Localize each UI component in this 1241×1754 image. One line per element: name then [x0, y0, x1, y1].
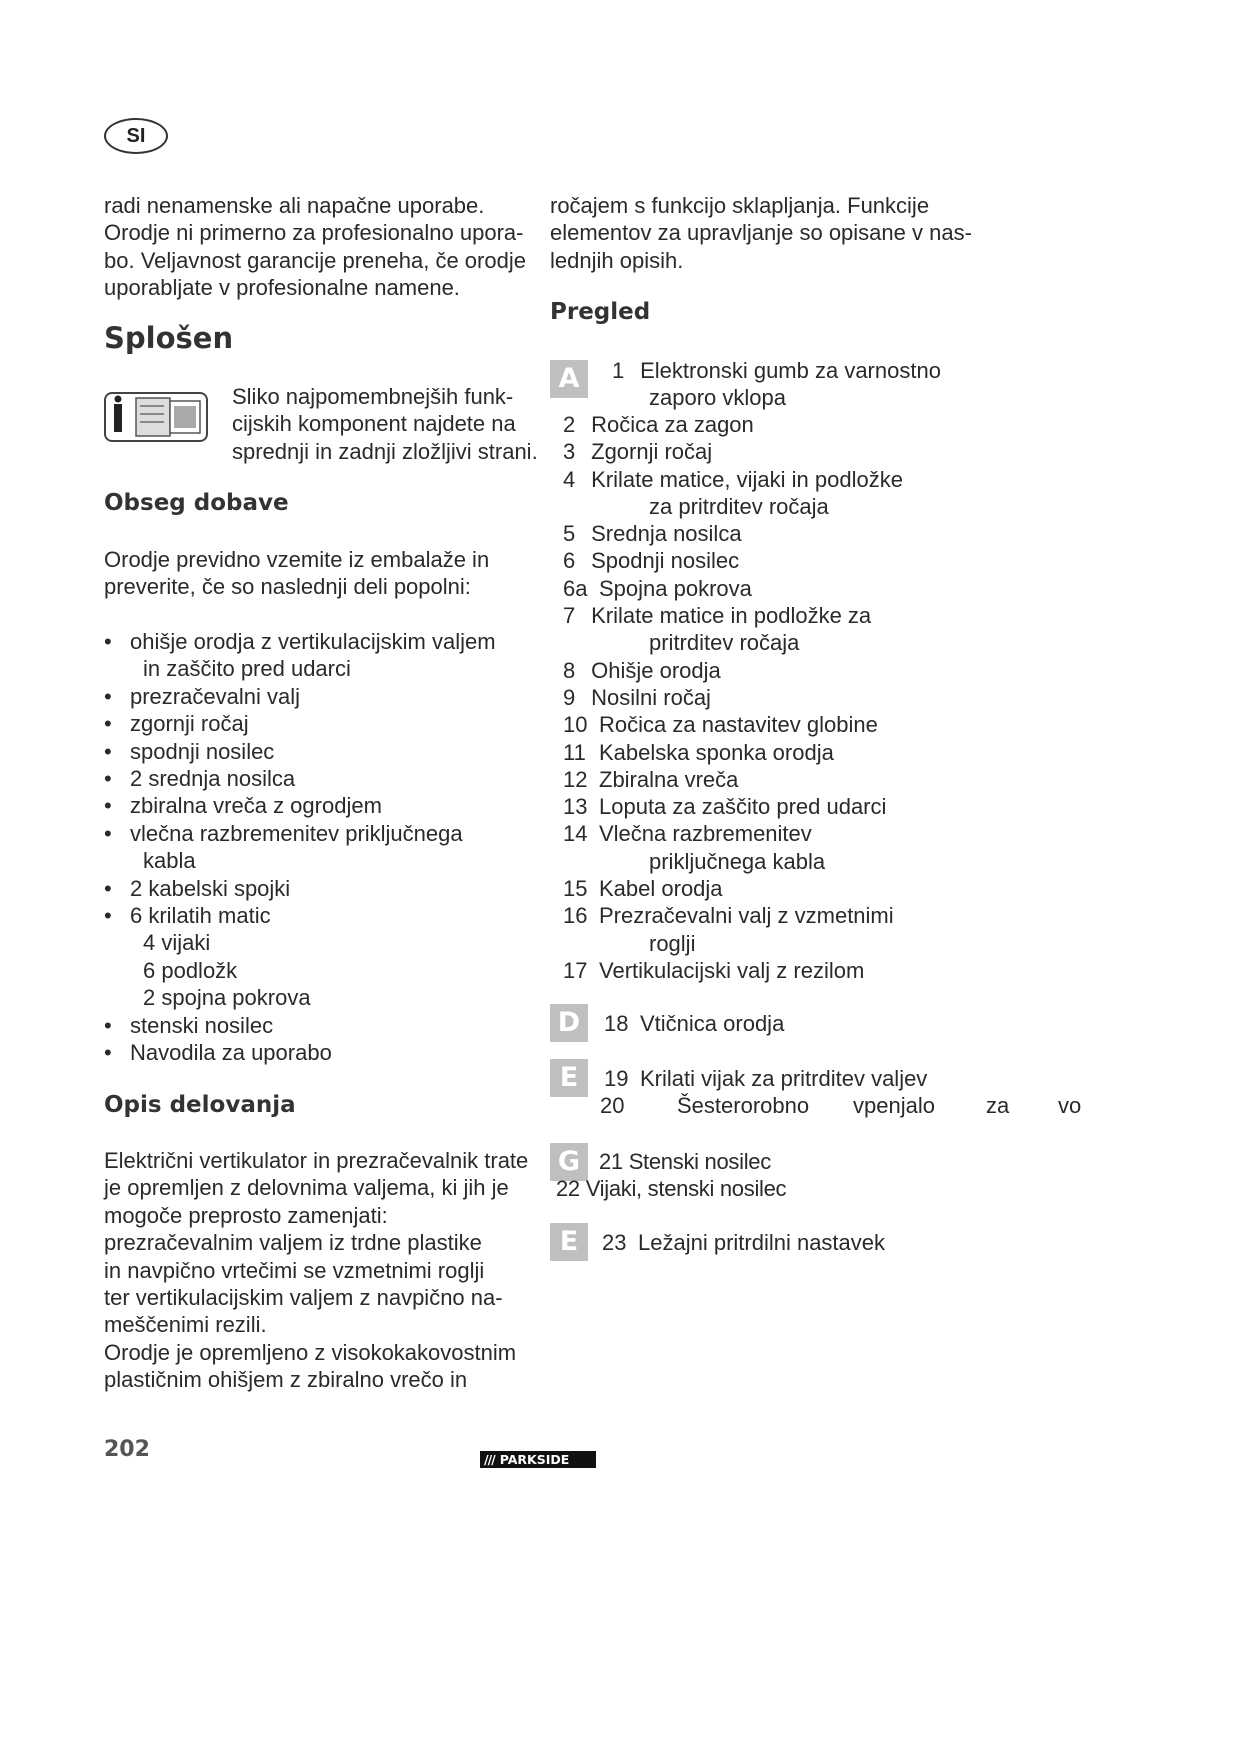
list-item: • vlečna razbremenitev priključnega	[104, 820, 524, 847]
brand-logo	[480, 1451, 596, 1468]
part-label: Kabel orodja	[599, 876, 723, 902]
text-line: Orodje previdno vzemite iz embalaže in	[104, 547, 490, 572]
section-heading-delivery: Obseg dobave	[104, 490, 289, 516]
part-number: 10	[563, 712, 588, 738]
section-heading-general: Splošen	[104, 321, 234, 355]
parts-list	[563, 411, 903, 984]
part-item	[599, 1148, 771, 1175]
part-label: Ročica za nastavitev globine	[599, 712, 878, 738]
part-label: Krilati vijak za pritrditev valjev	[640, 1066, 928, 1091]
text-line: mogoče preprosto zamenjati:	[104, 1202, 388, 1228]
part-label: Ležajni pritrdilni nastavek	[638, 1230, 886, 1255]
part-number: 17	[563, 957, 588, 983]
part-label: Krilate matice, vijaki in podložke	[591, 466, 903, 492]
part-item	[602, 1229, 885, 1256]
part-label: Zgornji ročaj	[591, 439, 713, 465]
part-number: 5	[563, 521, 576, 547]
text-line: elementov za upravljanje so opisane v nas-	[550, 220, 972, 246]
part-item	[604, 1065, 927, 1092]
part-item	[563, 602, 903, 629]
part-label: Zbiralna vreča	[599, 766, 739, 792]
part-item-continuation: roglji	[649, 930, 696, 956]
figure-badge-e-second: E	[550, 1223, 588, 1261]
list-item: • spodnji nosilec	[104, 738, 524, 765]
section-heading-function: Opis delovanja	[104, 1092, 296, 1118]
brand-name: PARKSIDE	[499, 1452, 570, 1467]
part-label: Srednja nosilca	[591, 521, 742, 547]
part-label: Vtičnica orodja	[640, 1011, 785, 1036]
part-number: 12	[563, 766, 588, 792]
part-item	[612, 357, 941, 384]
part-label-word: Šesterorobno	[677, 1093, 810, 1118]
country-code-badge: SI	[104, 118, 168, 154]
part-number: 4	[563, 466, 576, 492]
text-line: ročajem s funkcijo sklapljanja. Funkcije	[550, 193, 930, 218]
part-label: Krilate matice in podložke za	[591, 603, 872, 629]
info-book-icon	[104, 392, 208, 442]
intro-paragraph	[104, 192, 526, 302]
part-number: 8	[563, 657, 576, 683]
part-item	[563, 575, 903, 602]
list-item: • stenski nosilec	[104, 1012, 524, 1039]
list-subitem: 4 vijaki	[143, 930, 211, 956]
text-line: lednjih opisih.	[550, 247, 684, 273]
part-number: 6a	[563, 575, 588, 601]
text-line: plastičnim ohišjem z zbiralno vrečo in	[104, 1367, 468, 1393]
part-item	[563, 820, 903, 847]
part-number: 22	[556, 1176, 580, 1201]
text-line: uporabljate v profesionalne namene.	[104, 275, 460, 301]
function-paragraph	[104, 1147, 528, 1394]
list-item: • ohišje orodja z vertikulacijskim valjem	[104, 628, 524, 655]
text-line: sprednji in zadnji zložljivi strani.	[232, 438, 538, 464]
figure-badge-d: D	[550, 1004, 588, 1042]
part-label: Loputa za zaščito pred udarci	[599, 794, 887, 820]
list-subitem: 2 spojna pokrova	[143, 985, 311, 1011]
part-item-continuation: priključnega kabla	[649, 848, 826, 874]
part-item	[604, 1010, 784, 1037]
part-label: Ohišje orodja	[591, 657, 721, 683]
list-item-continuation: kabla	[143, 848, 196, 874]
info-paragraph	[232, 383, 538, 465]
part-label-word: vo	[1058, 1093, 1082, 1118]
text-line: bo. Veljavnost garancije preneha, če orodje	[104, 247, 526, 273]
part-label-word: vpenjalo	[853, 1093, 935, 1118]
part-label: Elektronski gumb za varnostno	[640, 358, 941, 383]
part-number: 2	[563, 412, 576, 437]
part-label: Stenski nosilec	[628, 1149, 771, 1174]
text-line: ter vertikulacijskim valjem z navpično na-	[104, 1285, 503, 1311]
right-intro-paragraph	[550, 192, 972, 274]
list-item: • prezračevalni valj	[104, 683, 524, 710]
part-number: 1	[612, 358, 625, 383]
part-label: Vlečna razbremenitev	[599, 821, 812, 847]
part-number: 13	[563, 794, 588, 820]
part-item	[563, 684, 903, 711]
text-line: je opremljen z delovnima valjema, ki jih je	[104, 1175, 509, 1201]
part-number: 3	[563, 439, 576, 465]
part-number: 14	[563, 821, 588, 847]
brand-slashes: ///	[484, 1452, 495, 1467]
list-item: • 2 srednja nosilca	[104, 765, 524, 792]
part-item	[563, 657, 903, 684]
text-line: Električni vertikulator in prezračevalnik trate	[104, 1148, 529, 1173]
text-line: radi nenamenske ali napačne uporabe.	[104, 193, 485, 218]
part-item	[563, 739, 903, 766]
part-number: 19	[604, 1066, 629, 1091]
part-label: Ročica za zagon	[591, 412, 754, 437]
text-line: Sliko najpomembnejših funk-	[232, 384, 514, 409]
list-item-continuation: in zaščito pred udarci	[143, 656, 351, 682]
text-line: Orodje je opremljeno z visokokakovostnim	[104, 1339, 517, 1365]
part-item	[563, 411, 903, 438]
part-item	[563, 957, 903, 984]
part-number: 18	[604, 1011, 629, 1036]
part-number: 20	[600, 1093, 625, 1118]
part-item	[563, 547, 903, 574]
part-label: Vertikulacijski valj z rezilom	[599, 957, 865, 983]
part-label-word: za	[986, 1093, 1010, 1118]
part-item	[563, 875, 903, 902]
part-item	[563, 766, 903, 793]
list-subitem: 6 podložk	[143, 957, 238, 983]
part-label: Nosilni ročaj	[591, 684, 711, 710]
text-line: meščenimi rezili.	[104, 1312, 267, 1338]
delivery-list	[104, 628, 524, 1067]
list-item: • 6 krilatih matic	[104, 902, 524, 929]
part-item-continuation: zaporo vklopa	[649, 385, 786, 410]
part-item	[563, 466, 903, 493]
part-item	[563, 438, 903, 465]
part-item-continuation: pritrditev ročaja	[649, 630, 800, 656]
list-item: • 2 kabelski spojki	[104, 875, 524, 902]
part-label: Spodnji nosilec	[591, 548, 740, 574]
list-item: • zgornji ročaj	[104, 710, 524, 737]
list-item: • Navodila za uporabo	[104, 1039, 524, 1066]
figure-badge-a: A	[550, 360, 588, 398]
part-label: Kabelska sponka orodja	[599, 739, 834, 765]
part-number: 21	[599, 1149, 623, 1174]
part-label: Prezračevalni valj z vzmetnimi	[599, 903, 894, 929]
part-number: 15	[563, 876, 588, 902]
text-line: Orodje ni primerno za profesionalno upora-	[104, 220, 524, 246]
part-number: 11	[563, 739, 586, 765]
text-line: prezračevalnim valjem iz trdne plastike	[104, 1230, 482, 1256]
part-number: 16	[563, 903, 588, 929]
part-label: Vijaki, stenski nosilec	[585, 1176, 787, 1201]
figure-badge-g: G	[550, 1143, 588, 1181]
part-number: 6	[563, 548, 576, 574]
text-line: in navpično vrtečimi se vzmetnimi roglji	[104, 1257, 485, 1283]
part-number: 9	[563, 684, 576, 710]
part-item	[563, 902, 903, 929]
figure-badge-e: E	[550, 1059, 588, 1097]
part-number: 23	[602, 1230, 627, 1255]
part-label: Spojna pokrova	[599, 575, 752, 601]
text-line: preverite, če so naslednji deli popolni:	[104, 574, 471, 600]
section-heading-overview: Pregled	[550, 299, 651, 325]
list-item: • zbiralna vreča z ogrodjem	[104, 792, 524, 819]
part-item	[563, 711, 903, 738]
part-item	[563, 520, 903, 547]
part-item	[563, 793, 903, 820]
part-item	[556, 1175, 786, 1202]
text-line: cijskih komponent najdete na	[232, 411, 516, 437]
part-number: 7	[563, 603, 576, 629]
delivery-intro	[104, 546, 489, 601]
page-number: 202	[104, 1437, 150, 1462]
part-item-continuation: za pritrditev ročaja	[649, 493, 829, 519]
part-item	[600, 1092, 1082, 1119]
